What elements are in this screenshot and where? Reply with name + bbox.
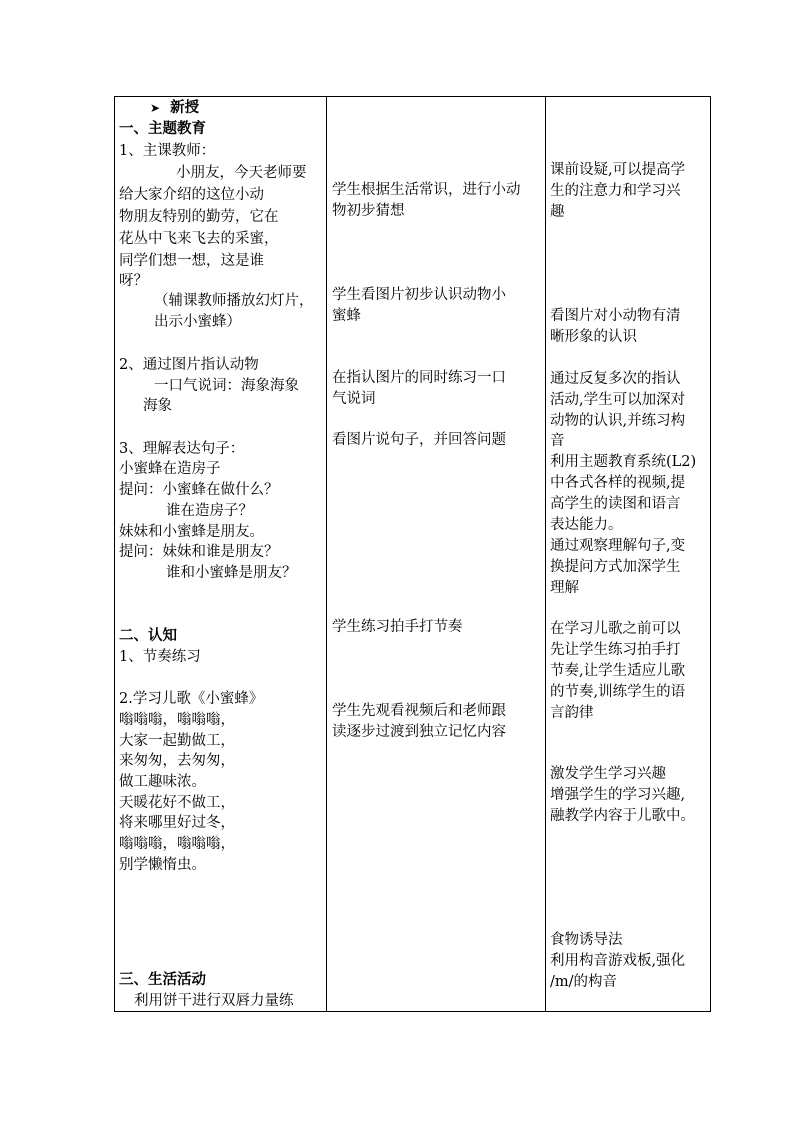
design-intent: 利用主题教育系统(L2) <box>550 454 697 470</box>
sentence-line: 提问：小蜜蜂在做什么？ <box>119 482 279 498</box>
design-intent: 活动,学生可以加深对 <box>550 392 686 408</box>
design-intent: 通过观察理解句子,变 <box>550 538 686 554</box>
section-heading: ➤ 新授 <box>150 100 200 116</box>
sentence-line: 妹妹和小蜜蜂是朋友。 <box>119 524 264 540</box>
para-line: 同学们想一想，这是谁 <box>119 253 264 269</box>
para-line: 小朋友，今天老师要 <box>176 165 307 181</box>
design-intent: /m/的构音 <box>550 974 618 990</box>
design-intent: 中各式各样的视频,提 <box>550 475 686 491</box>
item-2-1: 1、节奏练习 <box>119 649 201 665</box>
design-intent: 生的注意力和学习兴 <box>550 183 681 199</box>
design-intent: 动物的认识,并练习构 <box>550 413 686 429</box>
design-intent: 音 <box>550 433 565 449</box>
design-intent: 看图片对小动物有清 <box>550 308 681 324</box>
student-activity: 学生根据生活常识，进行小动 <box>332 182 521 198</box>
para-line: 物朋友特别的勤劳，它在 <box>119 209 279 225</box>
item-1-3: 3、理解表达句子： <box>119 441 245 457</box>
aux-note: 出示小蜜蜂） <box>154 314 241 330</box>
design-intent: 利用构音游戏板,强化 <box>550 953 686 969</box>
section-title-2: 二、认知 <box>119 628 177 644</box>
student-activity: 气说词 <box>332 391 376 407</box>
student-activity: 蜜蜂 <box>332 308 361 324</box>
sentence-line: 谁在造房子？ <box>166 503 253 519</box>
para-line: 给大家介绍的这位小动 <box>119 187 264 203</box>
design-intent: 言韵律 <box>550 705 594 721</box>
poem-line: 大家一起勤做工， <box>119 733 235 749</box>
section-title-3: 三、生活活动 <box>119 972 206 988</box>
design-intent: 趣 <box>550 204 565 220</box>
column-divider-2 <box>545 97 546 1011</box>
design-intent: 换提问方式加深学生 <box>550 559 681 575</box>
item-1-2: 2、通过图片指认动物 <box>119 357 259 373</box>
design-intent: 融教学内容于儿歌中。 <box>550 808 695 824</box>
column-divider-1 <box>326 97 327 1011</box>
poem-line: 将来哪里好过冬， <box>119 815 235 831</box>
student-activity: 学生看图片初步认识动物小 <box>332 287 506 303</box>
design-intent: 节奏,让学生适应儿歌 <box>550 663 686 679</box>
student-activity: 读逐步过渡到独立记忆内容 <box>332 724 506 740</box>
design-intent: 通过反复多次的指认 <box>550 371 681 387</box>
para-line: 花丛中飞来飞去的采蜜， <box>119 231 279 247</box>
design-intent: 增强学生的学习兴趣, <box>550 787 686 803</box>
poem-line: 嗡嗡嗡，嗡嗡嗡， <box>119 712 235 728</box>
sentence-line: 谁和小蜜蜂是朋友？ <box>166 565 297 581</box>
para-line: 呀？ <box>119 273 148 289</box>
design-intent: 表达能力。 <box>550 517 623 533</box>
student-activity: 学生先观看视频后和老师跟 <box>332 703 506 719</box>
item-1-2-sub: 一口气说词：海象海象 <box>154 378 299 394</box>
design-intent: 理解 <box>550 580 579 596</box>
design-intent: 晰形象的认识 <box>550 329 637 345</box>
activity-line: 利用饼干进行双唇力量练 <box>134 993 294 1009</box>
student-activity: 看图片说句子，并回答问题 <box>332 432 506 448</box>
item-1-1: 1、主课教师： <box>119 143 216 159</box>
design-intent: 高学生的读图和语言 <box>550 496 681 512</box>
poem-line: 天暖花好不做工， <box>119 795 235 811</box>
design-intent: 课前设疑,可以提高学 <box>550 162 686 178</box>
student-activity: 学生练习拍手打节奏 <box>332 619 463 635</box>
student-activity: 在指认图片的同时练习一口 <box>332 370 506 386</box>
design-intent: 食物诱导法 <box>550 932 623 948</box>
section-title-1: 一、主题教育 <box>119 121 206 137</box>
arrow-bullet-icon: ➤ <box>150 101 161 115</box>
design-intent: 的节奏,训练学生的语 <box>550 684 686 700</box>
student-activity: 物初步猜想 <box>332 203 405 219</box>
poem-line: 来匆匆，去匆匆， <box>119 753 235 769</box>
item-2-2: 2.学习儿歌《小蜜蜂》 <box>119 691 264 707</box>
design-intent: 在学习儿歌之前可以 <box>550 621 681 637</box>
sentence-line: 小蜜蜂在造房子 <box>119 461 221 477</box>
sentence-line: 提问：妹妹和谁是朋友？ <box>119 544 279 560</box>
poem-line: 做工趣味浓。 <box>119 774 206 790</box>
poem-line: 嗡嗡嗡，嗡嗡嗡， <box>119 836 235 852</box>
item-1-2-sub: 海象 <box>143 398 172 414</box>
aux-note: （辅课教师播放幻灯片， <box>154 293 314 309</box>
design-intent: 激发学生学习兴趣 <box>550 766 666 782</box>
design-intent: 先让学生练习拍手打 <box>550 642 681 658</box>
poem-line: 别学懒惰虫。 <box>119 857 206 873</box>
